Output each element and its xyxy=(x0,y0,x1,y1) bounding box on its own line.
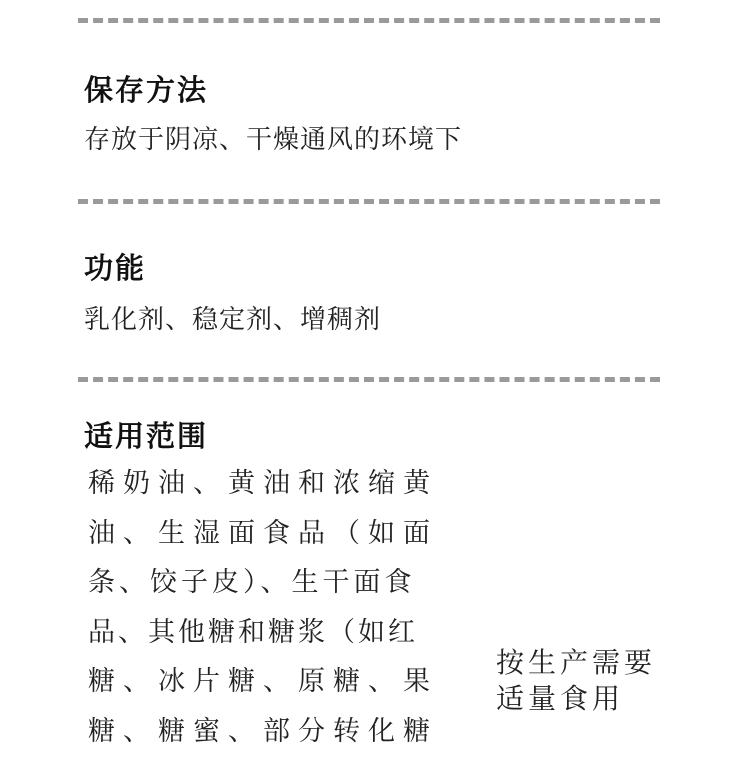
scope-line: 油、生湿面食品（如面 xyxy=(88,512,433,562)
scope-text xyxy=(88,462,433,759)
usage-amount xyxy=(496,645,656,717)
scope-line: 条、饺子皮）、生干面食 xyxy=(88,561,433,611)
function-text: 乳化剂、稳定剂、增稠剂 xyxy=(84,299,381,336)
storage-heading: 保存方法 xyxy=(84,68,208,109)
function-heading: 功能 xyxy=(84,246,146,287)
scope-heading: 适用范围 xyxy=(84,414,208,455)
scope-line: 品、其他糖和糖浆（如红 xyxy=(88,611,433,661)
divider-middle-2 xyxy=(78,377,660,382)
usage-line: 按生产需要 xyxy=(496,645,656,681)
storage-text: 存放于阴凉、干燥通风的环境下 xyxy=(84,119,462,156)
scope-line: 糖、糖蜜、部分转化糖 xyxy=(88,710,433,759)
divider-top xyxy=(78,18,660,23)
divider-middle-1 xyxy=(78,199,660,204)
usage-line: 适量食用 xyxy=(496,681,656,717)
scope-line: 糖、冰片糖、原糖、果 xyxy=(88,660,433,710)
scope-line: 稀奶油、黄油和浓缩黄 xyxy=(88,462,433,512)
